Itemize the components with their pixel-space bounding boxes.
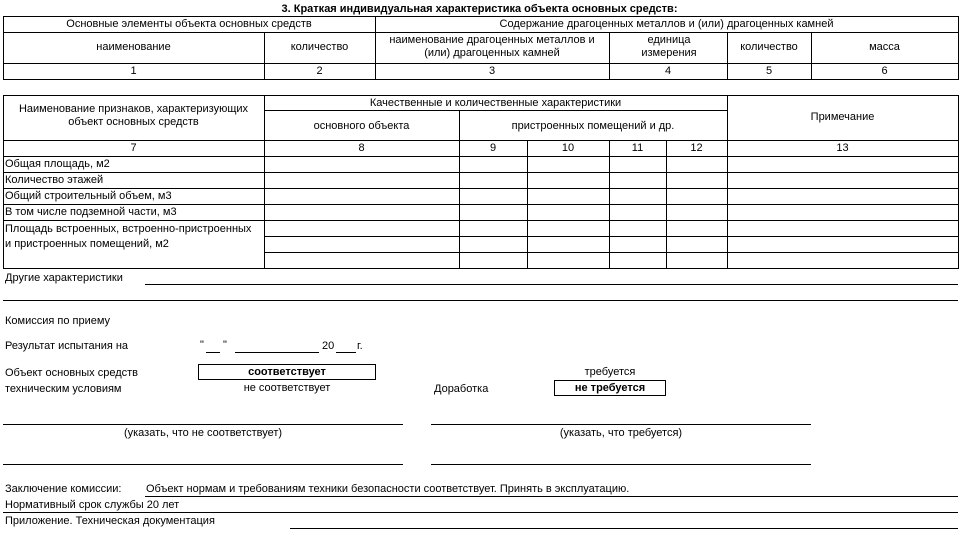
requirements-hint: (указать, что требуется) [559,427,683,439]
col-header-mass: масса [869,41,900,53]
non-compliance-line-2[interactable] [3,464,403,465]
col-header-name: наименование [96,41,171,53]
date-year-line[interactable] [336,352,356,353]
group-header-precious-content: Содержание драгоценных металлов и (или) драгоценных камней [499,18,834,30]
commission-label: Комиссия по приему [5,315,111,327]
col-header-quantity: количество [290,41,349,53]
row-label-underground: В том числе подземной части, м3 [5,206,177,218]
col-number: 13 [836,142,849,154]
attachment-text: Приложение. Техническая документация [5,515,215,527]
object-label-line1: Объект основных средств [5,367,138,379]
col-number: 6 [881,65,888,77]
group-header-quality: Качественные и количественные характеристики [369,97,622,109]
col-number: 7 [130,142,137,154]
col-number: 3 [488,65,496,77]
rework-label: Доработка [434,383,489,395]
row-label-volume: Общий строительный объем, м3 [5,190,172,202]
group-header-elements: Основные элементы объекта основных средств [66,18,312,30]
non-compliance-line[interactable] [3,424,403,425]
col-header-quantity-2: количество [740,41,798,53]
conclusion-label: Заключение комиссии: [5,483,122,495]
col-header-annex: пристроенных помещений и др. [511,120,675,132]
requirements-line-2[interactable] [431,464,811,465]
col-header-features: Наименование признаков, характеризующих объект основных средств [18,103,249,128]
col-number: 8 [358,142,365,154]
col-header-unit: единица измерения [641,34,697,59]
date-month-line[interactable] [235,352,319,353]
attachment-line [290,528,958,529]
row-label-built-in-area: Площадь встроенных, встроенно-пристроенных и пристроенных помещений, м2 [5,223,252,250]
other-characteristics-line-2 [3,300,958,301]
object-label-line2: техническим условиям [5,383,122,395]
col-number: 2 [316,65,323,77]
col-number: 5 [765,65,773,77]
date-quote-open: " [200,339,204,351]
col-number: 10 [561,142,575,154]
col-header-metal-name: наименование драгоценных металлов и (или) драгоценных камней [389,34,595,59]
service-life-text: Нормативный срок службы 20 лет [5,499,180,511]
row-label-floors: Количество этажей [5,174,104,186]
requirements-line[interactable] [431,424,811,425]
col-number: 12 [690,142,703,154]
other-characteristics-label: Другие характеристики [5,272,123,284]
date-day-line[interactable] [206,352,220,353]
date-year-prefix: 20 [322,340,335,352]
date-quote-close: " [223,339,227,351]
conclusion-line [145,496,958,497]
test-result-label: Результат испытания на [5,340,129,352]
section-title: 3. Краткая индивидуальная характеристика объекта основных средств: [281,3,678,15]
conclusion-text: Объект нормам и требованиям техники безопасности соответствует. Принять в эксплуатацию. [146,483,630,495]
not-required-option-selected[interactable]: не требуется [554,380,666,396]
col-header-note: Примечание [810,111,875,123]
row-label-total-area: Общая площадь, м2 [5,158,110,170]
col-number: 4 [664,65,672,77]
date-year-suffix: г. [357,340,363,352]
service-life-line [3,512,958,513]
not-complies-option[interactable]: не соответствует [243,382,331,394]
col-number: 9 [489,142,497,154]
col-header-main-object: основного объекта [313,120,410,132]
other-characteristics-line [145,284,958,285]
required-option[interactable]: требуется [584,366,636,378]
col-number: 1 [130,65,137,77]
complies-option-selected[interactable]: соответствует [198,364,376,380]
col-number: 11 [631,142,644,154]
non-compliance-hint: (указать, что не соответствует) [123,427,283,439]
